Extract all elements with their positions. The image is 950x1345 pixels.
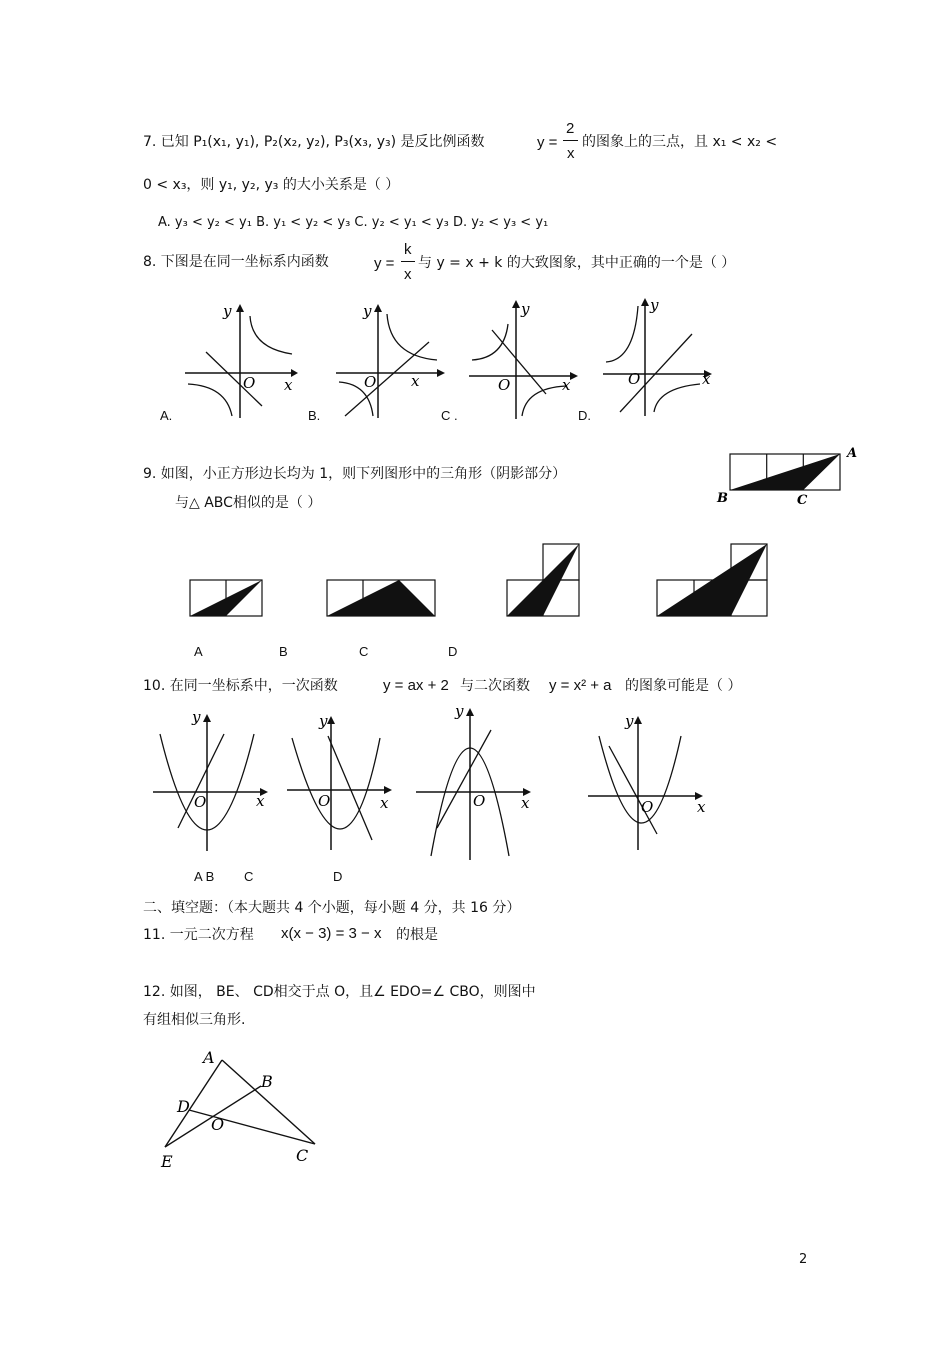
q10-graph-d	[585, 710, 710, 855]
svg-text:O: O	[211, 1115, 225, 1134]
q10-graph-a	[150, 706, 275, 856]
svg-text:O: O	[628, 370, 641, 388]
q8-label-d: D.	[578, 408, 591, 423]
q10-func-1: y = ax + 2	[383, 677, 449, 694]
q9-label-c: C	[359, 644, 369, 659]
q8-fraction-bar	[401, 261, 415, 262]
q8-stem-a: 8. 下图是在同一坐标系内函数	[143, 254, 329, 270]
svg-text:y: y	[192, 708, 201, 726]
q12-stem-1: 12. 如图， BE、 CD相交于点 O，且∠ EDO=∠ CBO，则图中	[143, 984, 536, 1000]
svg-text:O: O	[318, 792, 331, 810]
svg-text:x: x	[411, 372, 420, 390]
q8-func-den: x	[404, 266, 412, 283]
svg-text:y: y	[455, 702, 464, 720]
origin-label: O	[243, 374, 256, 392]
q10-func-2: y = x² + a	[549, 677, 612, 694]
q8-func-num: k	[404, 241, 412, 258]
svg-text:E: E	[161, 1152, 173, 1171]
q8-graph-a	[180, 298, 300, 423]
q9-stem-2: 与△ ABC相似的是（ ）	[175, 495, 322, 511]
svg-text:O: O	[641, 798, 654, 816]
svg-text:x: x	[562, 376, 571, 394]
q9-choice-c	[505, 542, 583, 620]
q9-label-d: D	[448, 644, 458, 659]
q9-choice-d	[655, 542, 771, 620]
q9-reference-figure	[712, 444, 862, 508]
q9-choice-a	[188, 578, 266, 620]
q10-stem-c: 的图象可能是（ ）	[625, 678, 742, 694]
svg-text:x: x	[521, 794, 530, 812]
q7-options: A. y₃ < y₂ < y₁ B. y₁ < y₂ < y₃ C. y₂ < y₁ < y₃ D. y₂ < y₃ < y₁	[158, 215, 549, 230]
q9-label-b: B	[279, 644, 288, 659]
q10-label-d: D	[333, 869, 343, 884]
q11-stem: 11. 一元二次方程	[143, 927, 254, 943]
q7-line1: 7. 已知 P₁(x₁, y₁), P₂(x₂, y₂), P₃(x₃, y₃) 是反比例函数	[143, 134, 485, 150]
q9-stem-1: 9. 如图，小正方形边长均为 1，则下列图形中的三角形（阴影部分）	[143, 466, 567, 482]
page-number: 2	[799, 1252, 808, 1267]
q10-stem-b: 与二次函数	[460, 678, 530, 694]
q10-graph-b	[284, 710, 399, 860]
svg-text:y: y	[650, 296, 659, 314]
q7-line2: 0 < x₃，则 y₁, y₂, y₃ 的大小关系是（ ）	[143, 177, 400, 193]
svg-text:C: C	[797, 493, 808, 508]
q8-graph-c	[466, 294, 584, 424]
svg-text:x: x	[380, 794, 389, 812]
q10-graph-c	[413, 700, 538, 865]
svg-text:A: A	[847, 446, 858, 461]
q11-tail: 的根是	[396, 927, 438, 943]
q8-label-b: B.	[308, 408, 321, 423]
svg-text:y: y	[363, 302, 372, 320]
svg-text:O: O	[498, 376, 511, 394]
svg-text:O: O	[194, 793, 207, 811]
q12-figure	[155, 1040, 335, 1175]
q8-graph-b	[333, 298, 448, 423]
q7-func-lhs: y =	[537, 134, 558, 151]
q11-equation: x(x − 3) = 3 − x	[281, 925, 382, 942]
section-2-heading: 二、填空题：（本大题共 4 个小题，每小题 4 分，共 16 分）	[143, 900, 521, 916]
q12-stem-2: 有组相似三角形.	[143, 1012, 246, 1028]
svg-text:x: x	[256, 792, 265, 810]
q7-func-den: x	[567, 145, 575, 162]
svg-text:y: y	[319, 712, 328, 730]
svg-text:A: A	[203, 1048, 215, 1067]
q8-label-a: A.	[160, 408, 173, 423]
q7-fraction-bar	[563, 140, 578, 141]
q8-label-c: C .	[441, 408, 458, 423]
y-axis-label: y	[223, 302, 232, 320]
q8-graph-d	[600, 294, 720, 419]
q8-stem-b: 与 y = x + k 的大致图象，其中正确的一个是（ ）	[418, 255, 736, 271]
svg-text:B: B	[261, 1072, 273, 1091]
svg-text:O: O	[364, 373, 377, 391]
q10-label-c: C	[244, 869, 254, 884]
svg-text:x: x	[702, 370, 711, 388]
x-axis-label: x	[284, 376, 293, 394]
svg-text:O: O	[473, 792, 486, 810]
q10-label-ab: A B	[194, 869, 215, 884]
q7-line1-tail: 的图象上的三点，且 x₁ < x₂ <	[582, 134, 778, 150]
svg-text:B: B	[717, 491, 728, 506]
svg-text:x: x	[697, 798, 706, 816]
svg-text:D: D	[177, 1097, 190, 1116]
svg-text:y: y	[521, 300, 530, 318]
svg-text:y: y	[625, 712, 634, 730]
q10-stem-a: 10. 在同一坐标系中，一次函数	[143, 678, 338, 694]
q7-func-num: 2	[566, 120, 575, 137]
q9-label-a: A	[194, 644, 203, 659]
q9-choice-b	[325, 578, 439, 620]
svg-text:C: C	[296, 1146, 309, 1165]
q8-func-lhs: y =	[374, 255, 395, 272]
